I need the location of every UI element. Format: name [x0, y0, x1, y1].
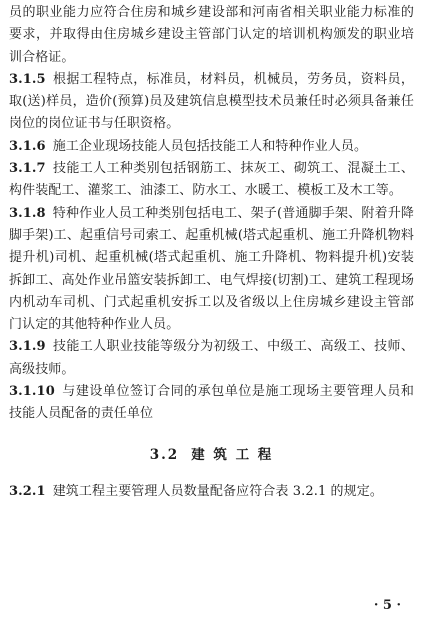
clause-3-1-7	[9, 158, 414, 203]
clause-number: 3.1.8	[9, 205, 46, 221]
clause-number: 3.1.6	[9, 138, 46, 154]
section-number: 3.2	[149, 446, 180, 463]
paragraph-continued	[9, 2, 414, 69]
clause-text: 建筑工程主要管理人员数量配备应符合表 3.2.1 的规定。	[52, 483, 383, 499]
paragraph-text: 员的职业能力应符合住房和城乡建设部和河南省相关职业能力标准的要求，并取得由住房城乡建设主管部门认定的培训机构颁发的职业培训合格证。	[9, 5, 414, 65]
clause-number: 3.2.1	[9, 483, 46, 499]
clause-text: 根据工程特点，标准员，材料员，机械员，劳务员，资料员，取(送)样员，造价(预算)员及建筑信息模型技术员兼任时必须具备兼任岗位的岗位证书与任职资格。	[9, 71, 414, 132]
clause-3-2-1	[9, 481, 414, 503]
section-title: 建 筑 工 程	[191, 446, 274, 463]
clause-3-1-9	[9, 336, 414, 381]
clause-number: 3.1.9	[9, 339, 46, 355]
clause-text: 特种作业人员工种类别包括电工、架子(普通脚手架、附着升降脚手架)工、起重信号司索工、起重机械(塔式起重机、施工升降机物料提升机)司机、起重机械(塔式起重机、施工升降机、物料提升机)安装拆卸工、高处作业吊篮安装拆卸工、电气焊接(切割)工、建筑工程现场内机动车司机、门式起重机安拆工以及省级以上住房城乡建设主管部门认定的其他特种作业人员。	[9, 205, 414, 333]
clause-text: 施工企业现场技能人员包括技能工人和特种作业人员。	[52, 138, 368, 154]
clause-3-1-6	[9, 136, 414, 158]
clause-3-1-10	[9, 381, 414, 426]
clause-text: 技能工人职业技能等级分为初级工、中级工、高级工、技师、高级技师。	[9, 339, 414, 377]
body-text	[9, 2, 414, 503]
clause-number: 3.1.7	[9, 161, 46, 177]
section-heading	[9, 444, 414, 466]
clause-number: 3.1.10	[9, 384, 55, 400]
clause-number: 3.1.5	[9, 71, 46, 87]
page-number: · 5 ·	[373, 598, 401, 613]
clause-text: 与建设单位签订合同的承包单位是施工现场主要管理人员和技能人员配备的责任单位	[9, 384, 414, 422]
clause-3-1-8	[9, 203, 414, 337]
clause-text: 技能工人工种类别包括钢筋工、抹灰工、砌筑工、混凝土工、构件装配工、灌浆工、油漆工、防水工、水暖工、模板工及木工等。	[9, 161, 414, 199]
clause-3-1-5	[9, 69, 414, 136]
